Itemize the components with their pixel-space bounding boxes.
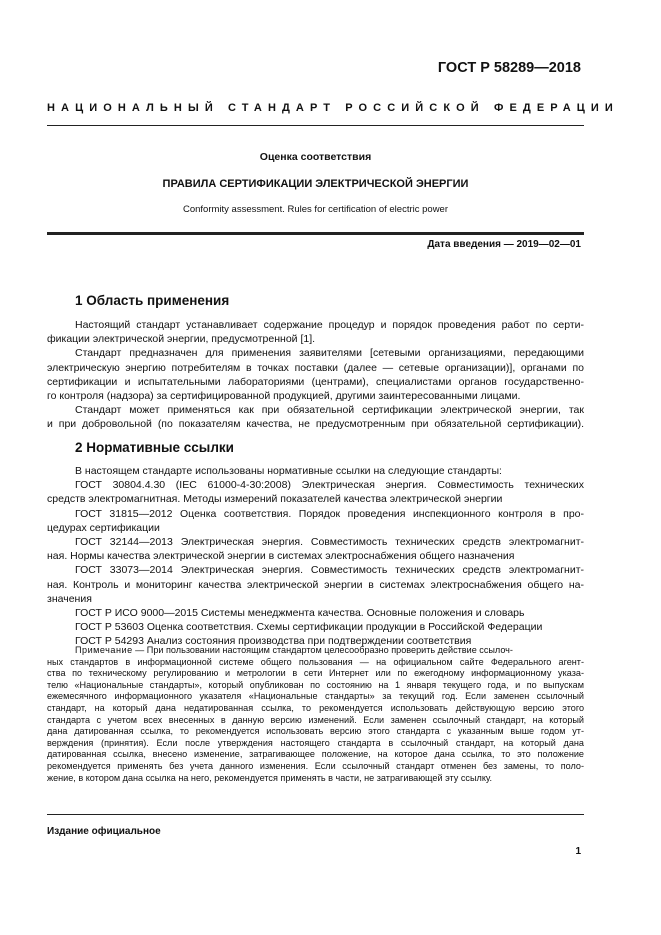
paragraph-line: Стандарт предназначен для применения заявителями [сетевыми организациями, передающими [75,347,584,360]
note-line: рекомендуется применять без учета данного изменения. Если ссылочный стандарт отменен без замены, то поло- [47,760,584,771]
section-2-body [47,464,584,648]
section-2-heading: 2 Нормативные ссылки [75,440,234,455]
reference-line: ГОСТ 31815—2012 Оценка соответствия. Порядок проведения инспекционного контроля в про- [75,507,584,520]
note-line: ства по техническому регулированию и метрологии в сети Интернет или по ежегодному информационному указа- [47,668,584,679]
paragraph-line: электрическую энергию потребителям в точках поставки (далее — сетевые организации)], органами по [47,361,584,374]
title-divider [47,232,584,235]
note-first-line [75,645,584,657]
paragraph-line: фикации электрической энергии, предусмотренной [1]. [47,333,316,346]
paragraph-line: В настоящем стандарте использованы нормативные ссылки на следующие стандарты: [75,465,502,477]
reference-line: ГОСТ Р ИСО 9000—2015 Системы менеджмента качества. Основные положения и словарь [75,606,525,619]
note-label: Примечание [75,645,133,655]
reference-line: значения [47,592,92,605]
section-1-heading: 1 Область применения [75,293,230,308]
reference-line: ная. Нормы качества электрической энергии в системах электроснабжения общего назначения [47,550,515,563]
paragraph-line: сертификации и испытательными лабораториями (центрами), специалистами органов государственно- [47,375,584,388]
paragraph-line: Стандарт может применяться как при обязательной сертификации электрической энергии, так [75,404,584,417]
reference-line: ГОСТ 30804.4.30 (IEC 61000-4-30:2008) Электрическая энергия. Совместимость технических [75,479,584,492]
reference-line: ГОСТ Р 53603 Оценка соответствия. Схемы сертификации продукции в Российской Федерации [75,621,543,634]
introduction-date: Дата введения — 2019—02—01 [427,239,581,250]
paragraph-line: Настоящий стандарт устанавливает содержание процедур и порядок проведения работ по серти- [75,319,584,331]
note-first-line-text: — При пользовании настоящим стандартом целесообразно проверить действие ссылоч- [132,645,513,655]
note-line: стандарта с учетом всех внесенных в данную версию изменений. Если заменен ссылочный стандарт, на который [47,714,584,725]
note-line: телю «Национальные стандарты», который опубликован по состоянию на 1 января текущего года, и по выпускам [47,679,584,690]
reference-line: ГОСТ Р 54293 Анализ состояния производства при подтверждении соответствия [75,635,472,648]
paragraph-line: го контроля (надзора) за сертифицированной продукцией, другими заинтересованными лицами. [47,389,521,402]
note-block [47,645,584,784]
document-title: ПРАВИЛА СЕРТИФИКАЦИИ ЭЛЕКТРИЧЕСКОЙ ЭНЕРГИИ [162,178,469,190]
reference-line: ная. Контроль и мониторинг качества электрической энергии в системах электроснабжения общего на- [47,578,584,591]
reference-line: ГОСТ 33073—2014 Электрическая энергия. Совместимость технических средств электромагнит- [75,564,584,577]
note-line: стандарт, на который дана недатированная ссылка, то рекомендуется использовать действующую версию этого [47,702,584,713]
national-standard-banner: НАЦИОНАЛЬНЫЙ СТАНДАРТ РОССИЙСКОЙ ФЕДЕРАЦИИ [47,102,619,114]
note-line: датированная ссылка, внесено изменение, затрагивающее положение, на которое дана ссылка, то это положение [47,749,584,760]
note-line: верждения (принятия). Если после утверждения настоящего стандарта в ссылочный стандарт, на который дана [47,737,584,748]
note-line: ных стандартов в информационной системе общего пользования — на официальном сайте Федерального агент- [47,656,584,667]
reference-line: цедурах сертификации [47,521,160,534]
english-title: Conformity assessment. Rules for certification of electric power [182,204,449,215]
header-divider [47,125,584,126]
page-number: 1 [575,846,581,857]
document-subtitle: Оценка соответствия [259,151,372,163]
official-edition-label: Издание официальное [47,826,161,837]
standard-number: ГОСТ Р 58289—2018 [437,60,581,76]
paragraph-line: и при добровольной (по показателям качества, не предусмотренным при обязательной сертификации). [47,418,584,431]
reference-line: средств электромагнитная. Методы измерений показателей качества электрической энергии [47,493,503,506]
footer-divider [47,814,584,815]
section-1-body [47,318,584,432]
note-line: дана датированная ссылка, то рекомендуется использовать версию этого стандарта с указанным выше годом ут- [47,726,584,737]
reference-line: ГОСТ 32144—2013 Электрическая энергия. Совместимость технических средств электромагнит- [75,535,584,548]
note-line: жение, в котором дана ссылка на него, рекомендуется применять в части, не затрагивающей эту ссылку. [47,772,493,783]
note-line: ежемесячного информационного указателя «Национальные стандарты» за текущий год. Если заменен ссылочный [47,691,584,702]
